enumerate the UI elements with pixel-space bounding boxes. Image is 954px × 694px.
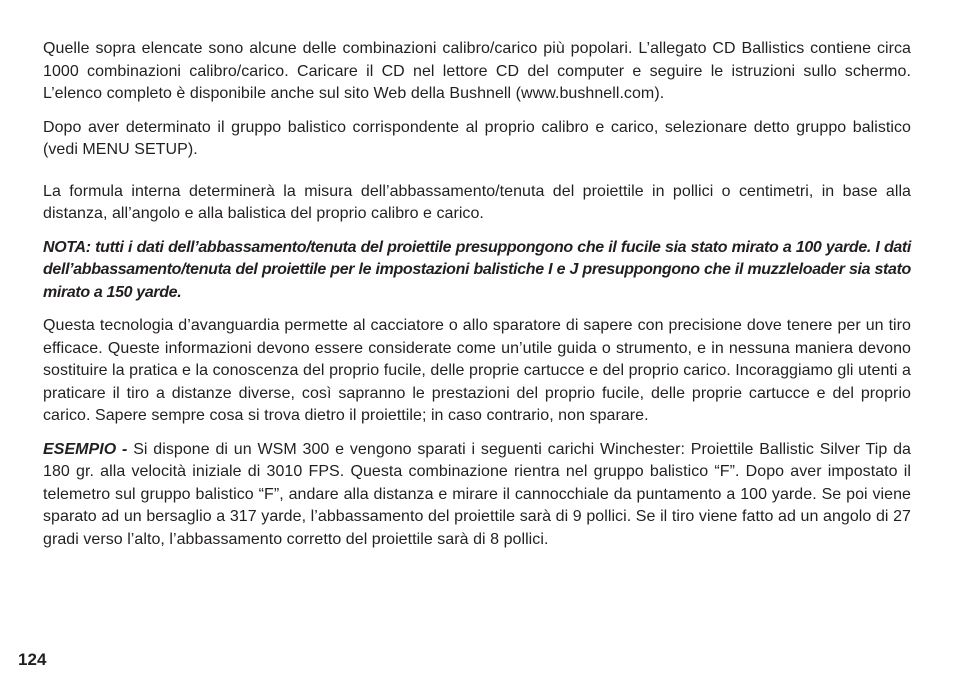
example-lead: ESEMPIO - xyxy=(43,440,128,458)
manual-page-body xyxy=(43,38,911,551)
example-paragraph xyxy=(43,439,911,552)
example-body: Si dispone di un WSM 300 e vengono sparati i seguenti carichi Winchester: Proiettile Ballistic Silver Tip da 180 gr. alla velocità iniziale di 3010 FPS. Questa combinazione rientra nel gruppo balistico “F”. Dopo aver impostato il telemetro sul gruppo balistico “F”, andare alla distanza e mirare il cannocchiale da puntamento a 100 yarde. Se poi viene sparato ad un bersaglio a 317 yarde, l’abbassamento del proiettile sarà di 9 pollici. Se il tiro viene fatto ad un angolo di 27 gradi verso l’alto, l’abbassamento corretto del proiettile sarà di 8 pollici. xyxy=(43,440,911,548)
ballistic-group-paragraph: Dopo aver determinato il gruppo balistico corrispondente al proprio calibro e carico, selezionare detto gruppo balistico (vedi MENU SETUP). xyxy=(43,118,911,158)
formula-paragraph: La formula interna determinerà la misura dell’abbassamento/tenuta del proiettile in pollici o centimetri, in base alla distanza, all’angolo e alla balistica del proprio calibro e carico. xyxy=(43,182,911,222)
intro-paragraph: Quelle sopra elencate sono alcune delle combinazioni calibro/carico più popolari. L’allegato CD Ballistics contiene circa 1000 combinazioni calibro/carico. Caricare il CD nel lettore CD del computer e seguire le istruzioni sullo schermo. L’elenco completo è disponibile anche sul sito Web della Bushnell (www.bushnell.com). xyxy=(43,40,911,102)
note-paragraph: NOTA: tutti i dati dell’abbassamento/tenuta del proiettile presuppongono che il fucile sia stato mirato a 100 yarde. I dati dell’abbassamento/tenuta del proiettile per le impostazioni balistiche I e J presuppongono che il muzzleloader sia stato mirato a 150 yarde. xyxy=(43,238,911,301)
page-number: 124 xyxy=(18,650,47,669)
technology-paragraph: Questa tecnologia d’avanguardia permette al cacciatore o allo sparatore di sapere con precisione dove tenere per un tiro efficace. Queste informazioni devono essere considerate come un’utile guida o strumento, e in nessuna maniera devono sostituire la pratica e la conoscenza del proprio fucile, delle proprie cartucce e del proprio carico. Incoraggiamo gli utenti a praticare il tiro a distanze diverse, così sapranno le prestazioni del proprio fucile, delle proprie cartucce e del proprio carico. Sapere sempre cosa si trova dietro il proiettile; in caso contrario, non sparare. xyxy=(43,317,911,424)
